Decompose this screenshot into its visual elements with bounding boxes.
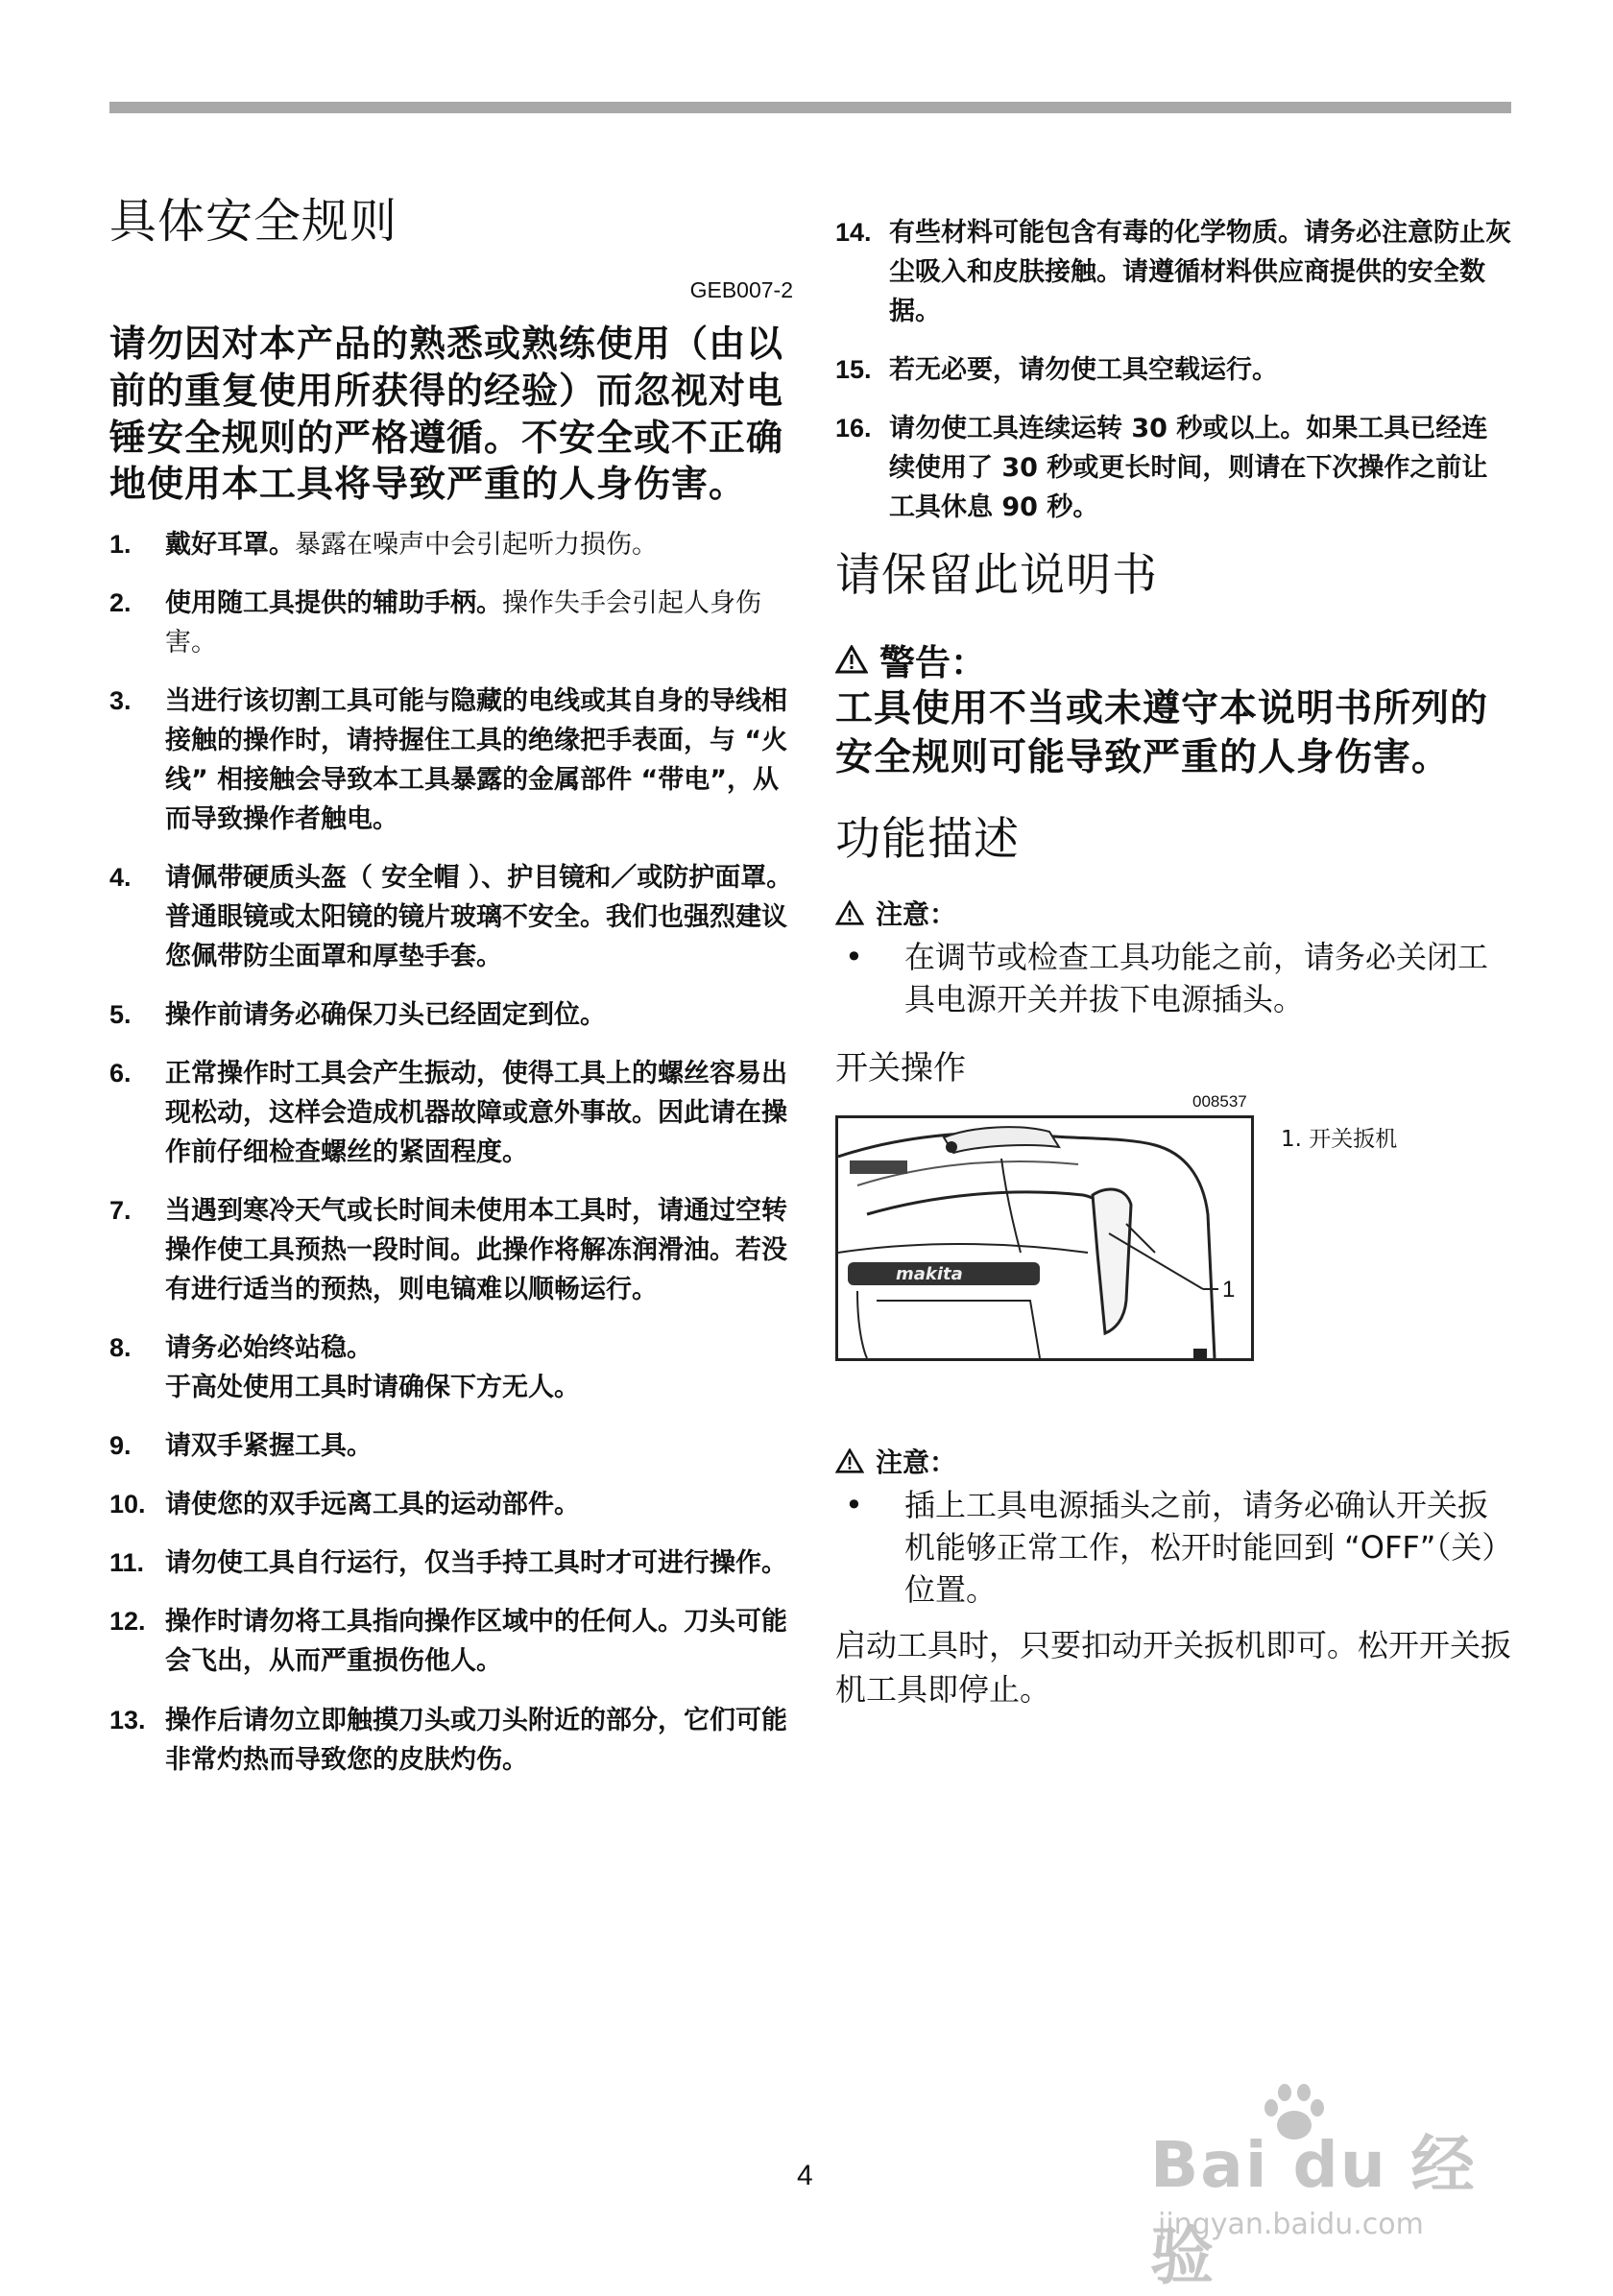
figure-code: 008537 — [1192, 1092, 1247, 1112]
rule-text: 有些材料可能包含有毒的化学物质。请务必注意防止灰尘吸入和皮肤接触。请遵循材料供应商提供的安全数据。 — [889, 218, 1511, 327]
rule-item — [109, 1328, 793, 1407]
rule-item — [109, 1426, 793, 1466]
rule-item — [109, 1485, 793, 1524]
warning-heading — [835, 634, 1511, 685]
switch-figure — [835, 1094, 1511, 1382]
caution-heading — [835, 1442, 1511, 1480]
section-title-safety: 具体安全规则 — [109, 194, 398, 249]
brand-label: makita — [896, 1264, 963, 1285]
rule-item — [835, 409, 1511, 527]
rule-bold: 正常操作时工具会产生振动，使得工具上的螺丝容易出现松动，这样会造成机器故障或意外事故。因此请在操作前仔细检查螺丝的紧固程度。 — [165, 1059, 787, 1168]
rule-number: 1. — [109, 529, 132, 559]
rule-item — [109, 995, 793, 1035]
page-number: 4 — [797, 2160, 813, 2191]
rule-item — [109, 858, 793, 976]
figure-caption: 1. 开关扳机 — [1281, 1127, 1398, 1153]
rule-item — [109, 1701, 793, 1780]
warning-label: 警告： — [879, 642, 986, 684]
section-title-functions: 功能描述 — [835, 812, 1020, 866]
rule-number: 9. — [109, 1431, 132, 1461]
rule-number: 11. — [109, 1548, 145, 1578]
rule-number: 6. — [109, 1059, 132, 1088]
lead-warning: 请勿因对本产品的熟悉或熟练使用（由以前的重复使用所获得的经验）而忽视对电锤安全规则的严格遵循。不安全或不正确地使用本工具将导致严重的人身伤害。 — [109, 323, 784, 506]
rule-text: 请勿使工具连续运转 30 秒或以上。如果工具已经连续使用了 30 秒或更长时间，则请在下次操作之前让工具休息 90 秒。 — [889, 414, 1488, 523]
rule-bold: 当进行该切割工具可能与隐藏的电线或其自身的导线相接触的操作时，请持握住工具的绝缘把手表面，与 “火线” 相接触会导致本工具暴露的金属部件 “带电”，从而导致操作者触电。 — [165, 685, 788, 834]
rule-number: 8. — [109, 1333, 132, 1363]
switch-instructions: 启动工具时，只要扣动开关扳机即可。松开开关扳机工具即停止。 — [835, 1626, 1512, 1708]
rule-bold: 使用随工具提供的辅助手柄。 — [165, 587, 502, 618]
rule-item — [109, 584, 793, 662]
warning-text: 工具使用不当或未遵守本说明书所列的安全规则可能导致严重的人身伤害。 — [835, 687, 1489, 779]
doc-code: GEB007-2 — [689, 277, 793, 303]
rule-item — [109, 1602, 793, 1681]
bullet-dot-icon: • — [845, 1487, 863, 1524]
figure-callout-number: 1 — [1222, 1277, 1236, 1303]
rule-bold: 请使您的双手远离工具的运动部件。 — [165, 1490, 580, 1520]
rule-item — [835, 350, 1511, 390]
top-divider — [109, 102, 1511, 113]
rule-bold: 请双手紧握工具。 — [165, 1431, 373, 1462]
section-title-keep-manual: 请保留此说明书 — [835, 549, 1158, 603]
rule-bold: 请佩带硬质头盔（ 安全帽 ）、护目镜和／或防护面罩。普通眼镜或太阳镜的镜片玻璃不安全。我们也强烈建议您佩带防尘面罩和厚垫手套。 — [165, 862, 793, 972]
left-column — [109, 192, 793, 1799]
rule-bold: 操作前请务必确保刀头已经固定到位。 — [165, 1000, 606, 1031]
rule-bold: 操作后请勿立即触摸刀头或刀头附近的部分，它们可能非常灼热而导致您的皮肤灼伤。 — [165, 1705, 787, 1775]
warning-triangle-icon — [835, 900, 864, 925]
rules-list-continued — [835, 213, 1511, 527]
caution-heading — [835, 894, 1511, 932]
rule-bold: 请勿使工具自行运行，仅当手持工具时才可进行操作。 — [165, 1548, 787, 1579]
rule-number: 2. — [109, 587, 132, 617]
warning-triangle-icon — [835, 645, 868, 674]
caution-bullet — [835, 936, 1511, 1020]
rule-bold: 请务必始终站稳。 于高处使用工具时请确保下方无人。 — [165, 1333, 580, 1403]
rule-bold: 操作时请勿将工具指向操作区域中的任何人。刀头可能会飞出，从而严重损伤他人。 — [165, 1607, 787, 1677]
rule-number: 10. — [109, 1490, 146, 1519]
tool-drawing-icon — [838, 1118, 1251, 1358]
rule-item — [109, 1191, 793, 1309]
baidu-watermark — [1150, 2085, 1534, 2293]
rule-number: 13. — [109, 1705, 146, 1734]
rule-number: 14. — [835, 218, 872, 247]
rule-number: 3. — [109, 685, 132, 715]
caution-text: 插上工具电源插头之前，请务必确认开关扳机能够正常工作，松开时能回到 “OFF”（关）位置。 — [904, 1487, 1498, 1609]
caution-text: 在调节或检查工具功能之前，请务必关闭工具电源开关并拔下电源插头。 — [904, 938, 1489, 1017]
caution-label: 注意： — [876, 1447, 957, 1479]
watermark-url: jingyan.baidu.com — [1158, 2208, 1424, 2241]
right-column — [835, 213, 1511, 1711]
rule-number: 7. — [109, 1196, 132, 1226]
rule-number: 15. — [835, 355, 872, 385]
rules-list — [109, 525, 793, 1780]
rule-item — [109, 1543, 793, 1583]
rule-item — [109, 525, 793, 564]
rule-bold: 戴好耳罩。 — [165, 529, 295, 560]
rule-text: 若无必要，请勿使工具空载运行。 — [889, 355, 1278, 386]
rule-plain: 暴露在噪声中会引起听力损伤。 — [295, 529, 658, 560]
caution-label: 注意： — [876, 897, 957, 930]
rule-number: 12. — [109, 1607, 146, 1637]
tool-illustration — [835, 1115, 1254, 1361]
rule-bold: 当遇到寒冷天气或长时间未使用本工具时，请通过空转操作使工具预热一段时间。此操作将解冻润滑油。若没有进行适当的预热，则电镐难以顺畅运行。 — [165, 1196, 787, 1305]
warning-triangle-icon — [835, 1448, 864, 1473]
subsection-switch-title: 开关操作 — [835, 1049, 966, 1088]
rule-item — [109, 682, 793, 839]
rule-item — [835, 213, 1511, 331]
bullet-dot-icon: • — [845, 938, 863, 975]
caution-bullet — [835, 1484, 1511, 1611]
watermark-logo: Bai du 经验 — [1150, 2128, 1477, 2293]
rule-number: 16. — [835, 414, 872, 443]
rule-number: 5. — [109, 1000, 132, 1030]
rule-plain: 操作失手会引起人身伤害。 — [165, 587, 761, 658]
rule-number: 4. — [109, 862, 132, 892]
rule-item — [109, 1054, 793, 1172]
